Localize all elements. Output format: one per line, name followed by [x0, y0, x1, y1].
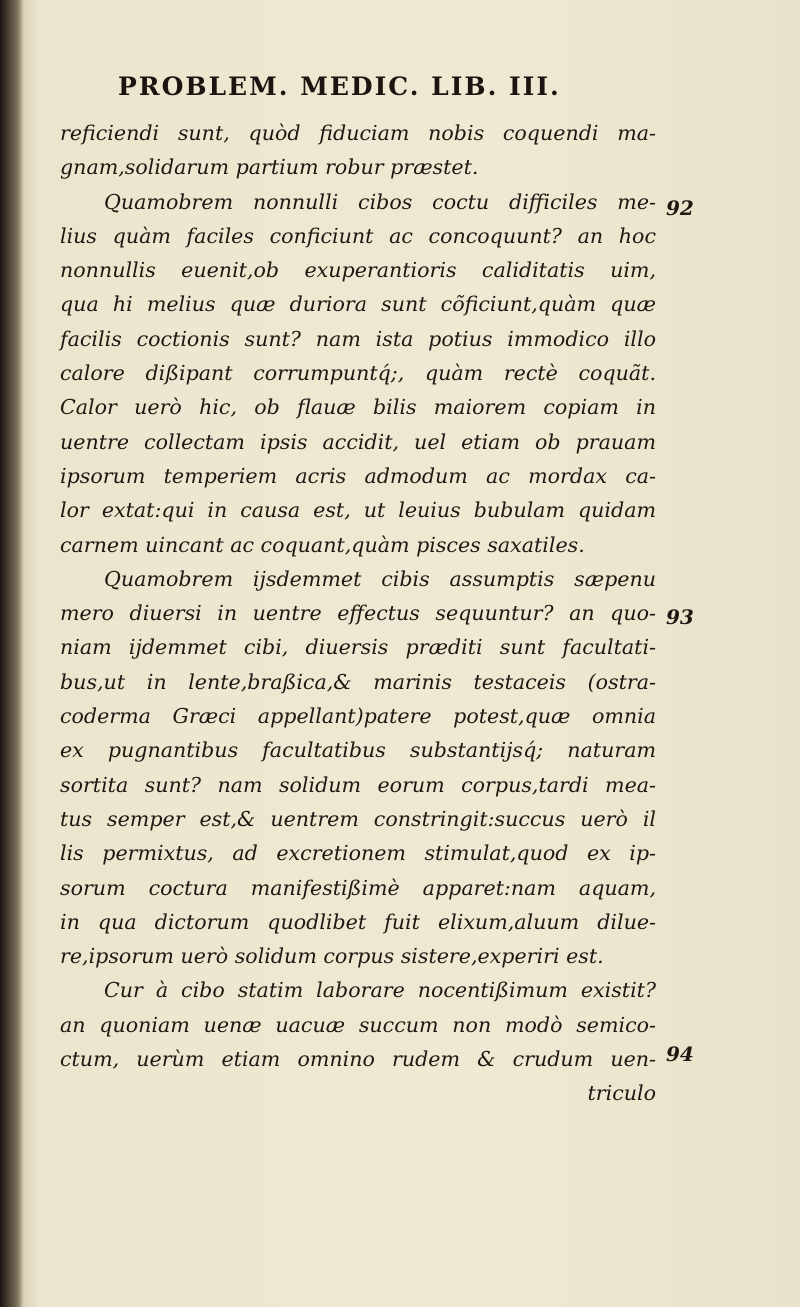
text-line: coderma Græci appellant)patere potest,quæ omnia [60, 704, 656, 729]
text-line: niam ijdemmet cibi, diuersis præditi sunt facultati- [60, 635, 656, 660]
text-block [60, 116, 656, 1111]
text-line: gnam,solidarum partium robur præstet. [60, 155, 479, 180]
text-line: ctum, uerùm etiam omnino rudem & crudum uen- [60, 1047, 656, 1072]
text-line: uentre collectam ipsis accidit, uel etiam ob prauam [60, 429, 656, 454]
text-line: facilis coctionis sunt? nam ista potius immodico illo [60, 326, 656, 351]
gutter-shadow [0, 0, 24, 1307]
text-line: reficiendi sunt, quòd fiduciam nobis coquendi ma- [60, 121, 656, 145]
text-line: Quamobrem nonnulli cibos coctu difficiles me- [104, 189, 656, 214]
text-line: re,ipsorum uerò solidum corpus sistere,experiri est. [60, 944, 604, 969]
margin-number: 94 [666, 1042, 694, 1066]
text-line: an quoniam uenæ uacuæ succum non modò semico- [60, 1012, 656, 1037]
text-line: ipsorum temperiem acris admodum ac mordax ca- [60, 463, 656, 488]
text-line: Quamobrem ijsdemmet cibis assumptis sæpenu [104, 566, 656, 591]
margin-number: 92 [666, 196, 694, 220]
text-line: Calor uerò hic, ob flauæ bilis maiorem copiam in [60, 395, 656, 420]
text-line: lor extat:qui in causa est, ut leuius bubulam quidam [60, 498, 656, 523]
text-line: nonnullis euenit,ob exuperantioris caliditatis uim, [60, 258, 656, 283]
catchword: triculo [587, 1081, 656, 1106]
text-line: tus semper est,& uentrem constringit:succus uerò il [60, 806, 656, 831]
text-line: bus,ut in lente,braßica,& marinis testaceis (ostra- [60, 669, 656, 694]
text-line: sorum coctura manifestißimè apparet:nam aquam, [60, 875, 656, 900]
margin-number: 93 [666, 605, 694, 629]
text-line: sortita sunt? nam solidum eorum corpus,tardi mea- [60, 772, 656, 797]
running-head: PROBLEM. MEDIC. LIB. III. [118, 72, 561, 101]
text-line: lis permixtus, ad excretionem stimulat,quod ex ip- [60, 841, 656, 866]
text-line: ex pugnantibus facultatibus substantijsq́; naturam [60, 738, 656, 763]
text-line: in qua dictorum quodlibet fuit elixum,aluum dilue- [60, 909, 656, 934]
text-line: qua hi melius quæ duriora sunt cõficiunt,quàm quæ [60, 292, 656, 317]
text-line: calore dißipant corrumpuntq́;, quàm rectè coquãt. [60, 361, 656, 386]
text-line: lius quàm faciles conficiunt ac concoquunt? an hoc [60, 223, 656, 248]
text-line: mero diuersi in uentre effectus sequuntur? an quo- [60, 601, 656, 626]
text-line: carnem uincant ac coquant,quàm pisces saxatiles. [60, 532, 585, 557]
text-line: Cur à cibo statim laborare nocentißimum existit? [104, 978, 656, 1003]
